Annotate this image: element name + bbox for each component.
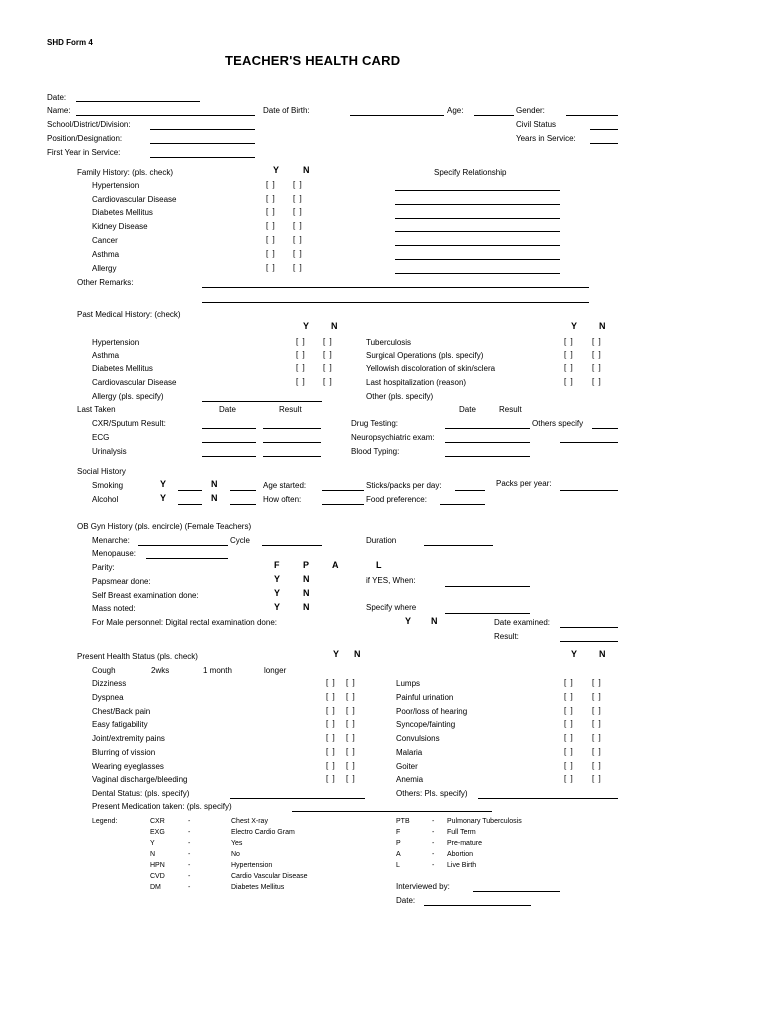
ph-left-item: Vaginal discharge/bleeding — [92, 775, 188, 784]
lt-others-label: Others specify — [532, 419, 584, 428]
ph-right-item: Malaria — [396, 748, 423, 757]
pm-y-checkbox[interactable]: [ ] — [296, 363, 306, 372]
male-exam-n[interactable]: N — [431, 616, 438, 626]
male-result-field[interactable] — [560, 641, 618, 642]
fh-relationship-field[interactable] — [395, 273, 560, 274]
ph-n-checkbox[interactable]: [ ] — [592, 761, 602, 770]
lt-right-item: Blood Typing: — [351, 447, 400, 456]
fh-n-header: N — [303, 165, 310, 175]
ph-n-checkbox[interactable]: [ ] — [346, 692, 356, 701]
smoking-y-field[interactable] — [178, 490, 202, 491]
lt-right-item: Neuropsychiatric exam: — [351, 433, 435, 442]
ph-right-item: Poor/loss of hearing — [396, 707, 468, 716]
fh-relationship-field[interactable] — [395, 245, 560, 246]
fh-y-checkbox[interactable]: [ ] — [266, 180, 276, 189]
school-label: School/District/Division: — [47, 120, 131, 129]
pm-y-checkbox[interactable]: [ ] — [296, 377, 306, 386]
male-exam-label: For Male personnel: Digital rectal examination done: — [92, 618, 277, 627]
lt-right-field[interactable] — [445, 428, 530, 429]
legend-meaning: Full Term — [447, 829, 476, 836]
menarche-label: Menarche: — [92, 536, 130, 545]
lt-others-field[interactable] — [592, 428, 618, 429]
ph-others-field[interactable] — [478, 798, 618, 799]
self-breast-label: Self Breast examination done: — [92, 591, 199, 600]
ph-n-checkbox[interactable]: [ ] — [592, 747, 602, 756]
smoking-y: Y — [160, 479, 167, 489]
fh-y-checkbox[interactable]: [ ] — [266, 263, 276, 272]
school-field[interactable] — [150, 129, 255, 130]
fh-n-checkbox[interactable]: [ ] — [293, 207, 303, 216]
ph-right-item: Painful urination — [396, 693, 454, 702]
ph-n-checkbox[interactable]: [ ] — [346, 747, 356, 756]
pm-n-checkbox[interactable]: [ ] — [592, 363, 602, 372]
legend-code: EXG — [150, 829, 165, 836]
papsmear-y[interactable]: Y — [274, 574, 281, 584]
dental-status-label: Dental Status: (pls. specify) — [92, 789, 190, 798]
ph-n-checkbox[interactable]: [ ] — [346, 774, 356, 783]
legend-code: L — [396, 862, 400, 869]
lt-left-item: ECG — [92, 433, 110, 442]
ph-y-checkbox[interactable]: [ ] — [564, 747, 574, 756]
ph-n-checkbox[interactable]: [ ] — [346, 733, 356, 742]
fh-n-checkbox[interactable]: [ ] — [293, 249, 303, 258]
duration-field[interactable] — [424, 545, 493, 546]
male-exam-y[interactable]: Y — [405, 616, 412, 626]
civil-status-label: Civil Status — [516, 120, 557, 129]
page-title: TEACHER'S HEALTH CARD — [225, 53, 401, 68]
duration-label: Duration — [366, 536, 397, 545]
ph-n-header-right: N — [599, 649, 606, 659]
male-result-label: Result: — [494, 632, 519, 641]
ph-y-checkbox[interactable]: [ ] — [326, 747, 336, 756]
ph-left-item: Blurring of vission — [92, 748, 156, 757]
pm-left-item: Cardiovascular Disease — [92, 378, 177, 387]
years-service-field[interactable] — [590, 143, 618, 144]
legend-dash: - — [432, 862, 435, 869]
pm-n-checkbox[interactable]: [ ] — [592, 350, 602, 359]
years-service-label: Years in Service: — [516, 134, 576, 143]
age-started-label: Age started: — [263, 481, 307, 490]
other-remarks-field-2[interactable] — [202, 302, 589, 303]
age-started-field[interactable] — [322, 490, 364, 491]
parity-a[interactable]: A — [332, 560, 339, 570]
sticks-field[interactable] — [455, 490, 485, 491]
lt-date-field[interactable] — [202, 428, 256, 429]
pm-n-checkbox[interactable]: [ ] — [323, 350, 333, 359]
footer-date-label: Date: — [396, 896, 416, 905]
legend-dash: - — [188, 840, 191, 847]
if-yes-field[interactable] — [445, 586, 530, 587]
ph-y-checkbox[interactable]: [ ] — [564, 719, 574, 728]
cough-label: Cough — [92, 666, 116, 675]
ph-y-checkbox[interactable]: [ ] — [564, 692, 574, 701]
lt-date-field[interactable] — [202, 442, 256, 443]
ph-n-checkbox[interactable]: [ ] — [346, 678, 356, 687]
parity-label: Parity: — [92, 563, 115, 572]
pm-allergy-field[interactable] — [202, 401, 322, 402]
fh-y-checkbox[interactable]: [ ] — [266, 221, 276, 230]
pm-y-checkbox[interactable]: [ ] — [564, 337, 574, 346]
mass-n[interactable]: N — [303, 602, 310, 612]
fh-n-checkbox[interactable]: [ ] — [293, 235, 303, 244]
legend-dash: - — [432, 851, 435, 858]
packs-year-label: Packs per year: — [496, 479, 552, 488]
ph-n-checkbox[interactable]: [ ] — [592, 692, 602, 701]
legend-meaning: Pulmonary Tuberculosis — [447, 818, 522, 825]
ph-y-checkbox[interactable]: [ ] — [564, 761, 574, 770]
lt-date-field[interactable] — [202, 456, 256, 457]
legend-meaning: Live Birth — [447, 862, 477, 869]
legend-code: Y — [150, 840, 155, 847]
fh-n-checkbox[interactable]: [ ] — [293, 263, 303, 272]
dental-status-field[interactable] — [230, 798, 365, 799]
ph-left-item: Dizziness — [92, 679, 127, 688]
alcohol-n-field[interactable] — [230, 504, 256, 505]
legend-dash: - — [188, 873, 191, 880]
smoking-n-field[interactable] — [230, 490, 256, 491]
lt-result-field[interactable] — [263, 442, 321, 443]
medication-field[interactable] — [292, 811, 492, 812]
lt-result-field[interactable] — [263, 428, 321, 429]
interviewed-by-field[interactable] — [473, 891, 560, 892]
specify-where-field[interactable] — [445, 613, 530, 614]
dob-field[interactable] — [350, 115, 444, 116]
other-remarks-label: Other Remarks: — [77, 278, 134, 287]
self-breast-n[interactable]: N — [303, 588, 310, 598]
parity-l[interactable]: L — [376, 560, 382, 570]
sticks-label: Sticks/packs per day: — [366, 481, 442, 490]
age-field[interactable] — [474, 115, 514, 116]
date-examined-label: Date examined: — [494, 618, 551, 627]
smoking-n: N — [211, 479, 218, 489]
ph-n-checkbox[interactable]: [ ] — [592, 774, 602, 783]
form-code: SHD Form 4 — [47, 38, 93, 47]
legend-code: CXR — [150, 818, 165, 825]
ph-n-checkbox[interactable]: [ ] — [592, 719, 602, 728]
age-label: Age: — [447, 106, 464, 115]
legend-dash: - — [432, 829, 435, 836]
pm-right-item: Last hospitalization (reason) — [366, 378, 467, 387]
legend-dash: - — [188, 818, 191, 825]
alcohol-y-field[interactable] — [178, 504, 202, 505]
fh-item: Kidney Disease — [92, 222, 148, 231]
self-breast-y[interactable]: Y — [274, 588, 281, 598]
legend-dash: - — [432, 840, 435, 847]
ph-n-checkbox[interactable]: [ ] — [592, 678, 602, 687]
cough-option[interactable]: 2wks — [151, 666, 170, 675]
fh-n-checkbox[interactable]: [ ] — [293, 194, 303, 203]
legend-code: CVD — [150, 873, 165, 880]
fh-relationship-field[interactable] — [395, 204, 560, 205]
mass-label: Mass noted: — [92, 604, 136, 613]
ph-y-checkbox[interactable]: [ ] — [326, 706, 336, 715]
pm-right-item: Surgical Operations (pls. specify) — [366, 351, 484, 360]
legend-meaning: Chest X-ray — [231, 818, 268, 825]
name-label: Name: — [47, 106, 71, 115]
date-field[interactable] — [76, 101, 200, 102]
past-medical-title: Past Medical History: (check) — [77, 310, 181, 319]
pm-n-checkbox[interactable]: [ ] — [323, 363, 333, 372]
lt-result-field[interactable] — [263, 456, 321, 457]
food-label: Food preference: — [366, 495, 427, 504]
last-taken-result-header-right: Result — [499, 405, 522, 414]
pm-y-checkbox[interactable]: [ ] — [296, 350, 306, 359]
ph-right-item: Syncope/fainting — [396, 720, 456, 729]
name-field[interactable] — [76, 115, 255, 116]
fh-relationship-field[interactable] — [395, 231, 560, 232]
position-label: Position/Designation: — [47, 134, 123, 143]
ph-y-checkbox[interactable]: [ ] — [326, 761, 336, 770]
ph-right-item: Convulsions — [396, 734, 440, 743]
other-remarks-field[interactable] — [202, 287, 589, 288]
ph-n-header: N — [354, 649, 361, 659]
dob-label: Date of Birth: — [263, 106, 310, 115]
legend-meaning: Hypertension — [231, 862, 273, 869]
specify-where-label: Specify where — [366, 603, 417, 612]
fh-item: Asthma — [92, 250, 120, 259]
ph-y-header-right: Y — [571, 649, 578, 659]
lt-left-item: CXR/Sputum Result: — [92, 419, 166, 428]
first-year-field[interactable] — [150, 157, 255, 158]
ph-left-item: Dyspnea — [92, 693, 124, 702]
legend-meaning: Abortion — [447, 851, 474, 858]
lt-right-item: Drug Testing: — [351, 419, 398, 428]
menopause-label: Menopause: — [92, 549, 137, 558]
legend-code: PTB — [396, 818, 410, 825]
ph-n-checkbox[interactable]: [ ] — [346, 706, 356, 715]
pm-y-checkbox[interactable]: [ ] — [564, 377, 574, 386]
pm-allergy-label: Allergy (pls. specify) — [92, 392, 164, 401]
present-health-title: Present Health Status (pls. check) — [77, 652, 198, 661]
pm-n-checkbox[interactable]: [ ] — [592, 377, 602, 386]
ph-y-checkbox[interactable]: [ ] — [564, 706, 574, 715]
ph-n-checkbox[interactable]: [ ] — [592, 733, 602, 742]
fh-n-checkbox[interactable]: [ ] — [293, 180, 303, 189]
pm-left-item: Hypertension — [92, 338, 140, 347]
legend-code: A — [396, 851, 401, 858]
gender-field[interactable] — [566, 115, 618, 116]
alcohol-label: Alcohol — [92, 495, 119, 504]
pm-y-checkbox[interactable]: [ ] — [296, 337, 306, 346]
ph-y-checkbox[interactable]: [ ] — [326, 678, 336, 687]
position-field[interactable] — [150, 143, 255, 144]
legend-dash: - — [188, 851, 191, 858]
food-field[interactable] — [440, 504, 485, 505]
ph-left-item: Wearing eyeglasses — [92, 762, 164, 771]
last-taken-date-header-right: Date — [459, 405, 476, 414]
parity-p[interactable]: P — [303, 560, 310, 570]
ph-left-item: Chest/Back pain — [92, 707, 151, 716]
pm-right-item: Tuberculosis — [366, 338, 412, 347]
legend-dash: - — [188, 884, 191, 891]
fh-y-checkbox[interactable]: [ ] — [266, 249, 276, 258]
legend-meaning: Yes — [231, 840, 243, 847]
social-history-title: Social History — [77, 467, 126, 476]
legend-code: F — [396, 829, 401, 836]
pm-n-checkbox[interactable]: [ ] — [592, 337, 602, 346]
legend-title: Legend: — [92, 818, 118, 825]
pm-n-checkbox[interactable]: [ ] — [323, 377, 333, 386]
pm-y-header: Y — [303, 321, 310, 331]
pm-left-item: Diabetes Mellitus — [92, 364, 153, 373]
fh-y-header: Y — [273, 165, 280, 175]
menarche-field[interactable] — [138, 545, 228, 546]
last-taken-title: Last Taken — [77, 405, 116, 414]
ph-y-checkbox[interactable]: [ ] — [326, 774, 336, 783]
legend-dash: - — [432, 818, 435, 825]
papsmear-n[interactable]: N — [303, 574, 310, 584]
alcohol-y: Y — [160, 493, 167, 503]
ph-left-item: Easy fatigability — [92, 720, 148, 729]
cough-option[interactable]: longer — [264, 666, 287, 675]
smoking-label: Smoking — [92, 481, 124, 490]
ph-y-header: Y — [333, 649, 340, 659]
ph-y-checkbox[interactable]: [ ] — [326, 733, 336, 742]
parity-f[interactable]: F — [274, 560, 280, 570]
legend-meaning: Electro Cardio Gram — [231, 829, 295, 836]
fh-item: Hypertension — [92, 181, 140, 190]
lt-others-field-2[interactable] — [560, 442, 618, 443]
fh-y-checkbox[interactable]: [ ] — [266, 235, 276, 244]
mass-y[interactable]: Y — [274, 602, 281, 612]
legend-code: N — [150, 851, 156, 858]
first-year-label: First Year in Service: — [47, 148, 121, 157]
legend-code: DM — [150, 884, 161, 891]
ph-y-checkbox[interactable]: [ ] — [564, 733, 574, 742]
pm-other-label: Other (pls. specify) — [366, 392, 434, 401]
fh-item: Diabetes Mellitus — [92, 208, 153, 217]
legend-dash: - — [188, 862, 191, 869]
pm-n-header-right: N — [599, 321, 606, 331]
legend-code: HPN — [150, 862, 165, 869]
medication-label: Present Medication taken: (pls. specify) — [92, 802, 232, 811]
pm-y-checkbox[interactable]: [ ] — [564, 363, 574, 372]
pm-y-checkbox[interactable]: [ ] — [564, 350, 574, 359]
lt-right-field[interactable] — [445, 442, 530, 443]
fh-item: Cardiovascular Disease — [92, 195, 177, 204]
last-taken-date-header: Date — [219, 405, 236, 414]
date-label: Date: — [47, 93, 67, 102]
gender-label: Gender: — [516, 106, 545, 115]
ph-right-item: Lumps — [396, 679, 421, 688]
lt-right-field[interactable] — [445, 456, 530, 457]
obgyn-title: OB Gyn History (pls. encircle) (Female Teachers) — [77, 522, 252, 531]
ph-n-checkbox[interactable]: [ ] — [346, 761, 356, 770]
ph-n-checkbox[interactable]: [ ] — [592, 706, 602, 715]
how-often-label: How often: — [263, 495, 302, 504]
ph-y-checkbox[interactable]: [ ] — [326, 692, 336, 701]
last-taken-result-header: Result — [279, 405, 302, 414]
ph-y-checkbox[interactable]: [ ] — [564, 678, 574, 687]
specify-relationship-label: Specify Relationship — [434, 168, 507, 177]
pm-n-checkbox[interactable]: [ ] — [323, 337, 333, 346]
fh-y-checkbox[interactable]: [ ] — [266, 194, 276, 203]
legend-meaning: No — [231, 851, 240, 858]
ph-y-checkbox[interactable]: [ ] — [564, 774, 574, 783]
alcohol-n: N — [211, 493, 218, 503]
interviewed-by-label: Interviewed by: — [396, 882, 450, 891]
cough-option[interactable]: 1 month — [203, 666, 232, 675]
menopause-field[interactable] — [146, 558, 228, 559]
fh-n-checkbox[interactable]: [ ] — [293, 221, 303, 230]
fh-item: Cancer — [92, 236, 118, 245]
how-often-field[interactable] — [322, 504, 364, 505]
footer-date-field[interactable] — [424, 905, 531, 906]
fh-y-checkbox[interactable]: [ ] — [266, 207, 276, 216]
packs-year-field[interactable] — [560, 490, 618, 491]
papsmear-label: Papsmear done: — [92, 577, 151, 586]
legend-dash: - — [188, 829, 191, 836]
ph-y-checkbox[interactable]: [ ] — [326, 719, 336, 728]
ph-right-item: Anemia — [396, 775, 424, 784]
civil-status-field[interactable] — [590, 129, 618, 130]
pm-left-item: Asthma — [92, 351, 120, 360]
ph-right-item: Goiter — [396, 762, 418, 771]
date-examined-field[interactable] — [560, 627, 618, 628]
legend-meaning: Diabetes Mellitus — [231, 884, 285, 891]
if-yes-label: if YES, When: — [366, 576, 416, 585]
legend-code: P — [396, 840, 401, 847]
cycle-label: Cycle — [230, 536, 251, 545]
cycle-field[interactable] — [262, 545, 322, 546]
family-history-title: Family History: (pls. check) — [77, 168, 174, 177]
lt-left-item: Urinalysis — [92, 447, 127, 456]
fh-relationship-field[interactable] — [395, 190, 560, 191]
legend-meaning: Cardio Vascular Disease — [231, 873, 308, 880]
ph-others-label: Others: Pls. specify) — [396, 789, 468, 798]
fh-relationship-field[interactable] — [395, 218, 560, 219]
ph-n-checkbox[interactable]: [ ] — [346, 719, 356, 728]
legend-meaning: Pre-mature — [447, 840, 483, 847]
fh-item: Allergy — [92, 264, 117, 273]
fh-relationship-field[interactable] — [395, 259, 560, 260]
ph-left-item: Joint/extremity pains — [92, 734, 165, 743]
pm-right-item: Yellowish discoloration of skin/sclera — [366, 364, 496, 373]
pm-n-header: N — [331, 321, 338, 331]
pm-y-header-right: Y — [571, 321, 578, 331]
